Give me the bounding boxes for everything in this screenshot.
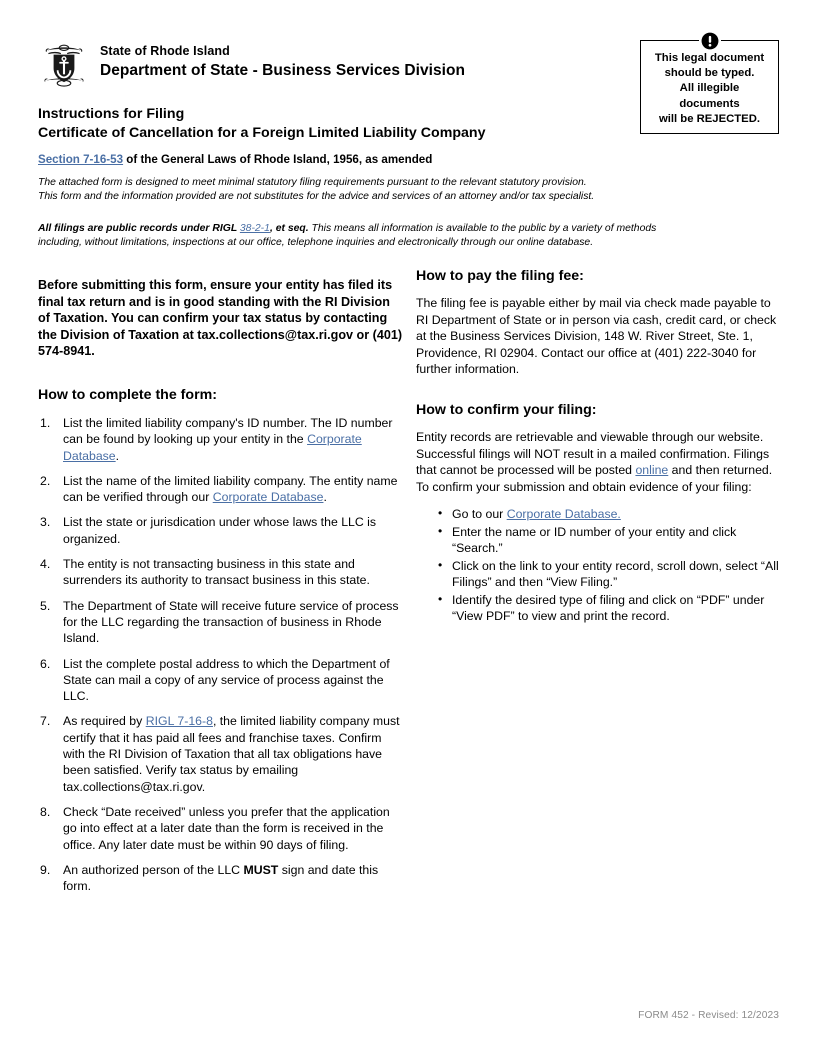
- title-line-2: Certificate of Cancellation for a Foreign Limited Liability Company: [38, 124, 486, 141]
- header-text-block: [100, 38, 465, 81]
- list-item: [438, 558, 780, 591]
- legal-notice-line-1: This legal document: [654, 52, 765, 64]
- how-to-confirm-heading: How to confirm your filing:: [416, 401, 597, 418]
- confirm-body-post: and then returned. To confirm your submission and obtain evidence of your filing:: [416, 463, 773, 494]
- step-text-pre: Check “Date received” unless you prefer that the application go into effect at a later date than the form is received in the office. Any later date must be within 90 days of filing.: [63, 804, 390, 852]
- how-to-complete-heading: How to complete the form:: [38, 386, 217, 403]
- step-text-pre: List the state or jurisdication under whose laws the LLC is organized.: [63, 515, 377, 546]
- step-text-post: .: [323, 490, 327, 505]
- disclaimer-line-1: The attached form is designed to meet minimal statutory filing requirements pursuant to the relevant statutory provision.: [38, 177, 587, 188]
- step-emphasis: MUST: [243, 862, 279, 877]
- legal-notice-line-5: will be REJECTED.: [658, 112, 761, 125]
- statute-block: [38, 152, 678, 249]
- disclaimer-paragraph: [38, 176, 678, 203]
- list-item: [38, 556, 404, 589]
- state-name: State of Rhode Island: [100, 44, 230, 58]
- list-item: [38, 598, 404, 647]
- statute-heading-rest: of the General Laws of Rhode Island, 1956, as amended: [123, 153, 433, 166]
- statute-heading: [38, 152, 678, 167]
- list-item: [38, 713, 404, 794]
- rhode-island-state-seal-icon: [38, 39, 90, 91]
- how-to-complete-list: [38, 415, 404, 894]
- list-item: [438, 524, 780, 557]
- document-header: [38, 38, 465, 91]
- legal-notice-line-4: documents: [679, 97, 740, 110]
- corporate-database-link[interactable]: Corporate Database: [63, 432, 362, 463]
- step-text-pre: List the name of the limited liability company. The entity name can be verified through our: [63, 473, 398, 505]
- disclaimer-line-2: This form and the information provided are not substitutes for the advice and services of an attorney and/or tax specialist.: [38, 190, 595, 202]
- left-column: [38, 277, 404, 903]
- statute-link[interactable]: Section 7-16-53: [38, 153, 124, 166]
- step-text-pre: The Department of State will receive future service of process for the LLC regarding the transaction of business in Rhode Island.: [63, 598, 399, 646]
- list-item: [38, 514, 404, 547]
- how-to-confirm-body: [416, 429, 780, 495]
- list-item: [438, 592, 780, 625]
- legal-notice-line-2: should be typed.: [664, 67, 755, 80]
- legal-notice-box: [640, 40, 779, 134]
- title-line-1: Instructions for Filing: [38, 106, 185, 122]
- step-text-post: , the limited liability company must certify that it has paid all fees and franchise taxes. Confirm with the RI Division of Taxation that all tax obligations have been satisfied. Verify tax status by emailing tax.collections@tax.ri.gov.: [63, 714, 400, 794]
- public-records-paragraph: [38, 222, 678, 249]
- list-item: [38, 656, 404, 705]
- how-to-pay-body: The filing fee is payable either by mail via check made payable to RI Department of State or in person via cash, credit card, or check at the Business Services Division, 148 W. River Street, Ste. 1, Providence, RI 02904. Contact our office at (401) 222-3040 for further information.: [416, 296, 777, 377]
- department-name: Department of State - Business Services Division: [100, 62, 466, 79]
- bullet-text-pre: Go to our: [452, 507, 507, 522]
- right-column: [416, 267, 780, 626]
- corporate-database-link[interactable]: Corporate Database: [212, 490, 324, 505]
- bullet-text-pre: Identify the desired type of filing and click on “PDF” under “View PDF” to view and print the record.: [452, 592, 765, 624]
- exclamation-circle-icon: [699, 30, 721, 52]
- step-text-post: .: [115, 448, 120, 463]
- public-records-lead-end: , et seq.: [269, 223, 309, 235]
- rigl-7-16-8-link[interactable]: RIGL 7-16-8: [145, 714, 213, 729]
- online-link[interactable]: online: [635, 463, 669, 478]
- footer-form-reference: FORM 452 - Revised: 12/2023: [638, 1010, 779, 1021]
- step-text-post: sign and date this form.: [63, 862, 379, 894]
- tax-status-notice: Before submitting this form, ensure your entity has filed its final tax return and is in good standing with the RI Division of Taxation. You can confirm your tax status by contacting the Division of Taxation at tax.collections@tax.ri.gov or (401) 574-8941.: [38, 278, 403, 359]
- how-to-pay-heading: How to pay the filing fee:: [416, 268, 584, 284]
- public-records-lead: All filings are public records under RIGL: [38, 223, 240, 235]
- public-records-rest: This means all information is available to the public by a variety of methods including, without limitations, inspections at our office, telephone inquiries and electronically through our online database.: [38, 223, 657, 248]
- list-item: [38, 415, 404, 464]
- list-item: [38, 473, 404, 506]
- confirm-body-pre: Entity records are retrievable and viewable through our website. Successful filings will NOT result in a mailed confirmation. Filings that cannot be processed will be posted: [416, 429, 770, 478]
- list-item: [38, 804, 404, 853]
- list-item: [38, 862, 404, 895]
- step-text-pre: As required by: [63, 714, 146, 729]
- bullet-text-pre: Enter the name or ID number of your entity and click “Search.”: [452, 524, 737, 556]
- confirm-steps-list: [416, 506, 780, 625]
- step-text-pre: List the limited liability company's ID number. The ID number can be found by looking up your entity in the: [63, 415, 393, 447]
- bullet-text-pre: Click on the link to your entity record, scroll down, select “All Filings” and then “View Filing.”: [452, 558, 779, 590]
- step-text-pre: An authorized person of the LLC: [63, 862, 244, 877]
- list-item: [438, 506, 780, 523]
- step-text-pre: List the complete postal address to which the Department of State can mail a copy of any service of process against the LLC.: [63, 656, 390, 704]
- legal-notice-line-3: All illegible: [679, 82, 740, 95]
- step-text-pre: The entity is not transacting business in this state and surrenders its authority to transact business in this state.: [63, 557, 370, 588]
- corporate-database-link[interactable]: Corporate Database.: [506, 507, 621, 522]
- rigl-38-2-1-link[interactable]: 38-2-1: [239, 223, 270, 235]
- page-title: [38, 105, 598, 142]
